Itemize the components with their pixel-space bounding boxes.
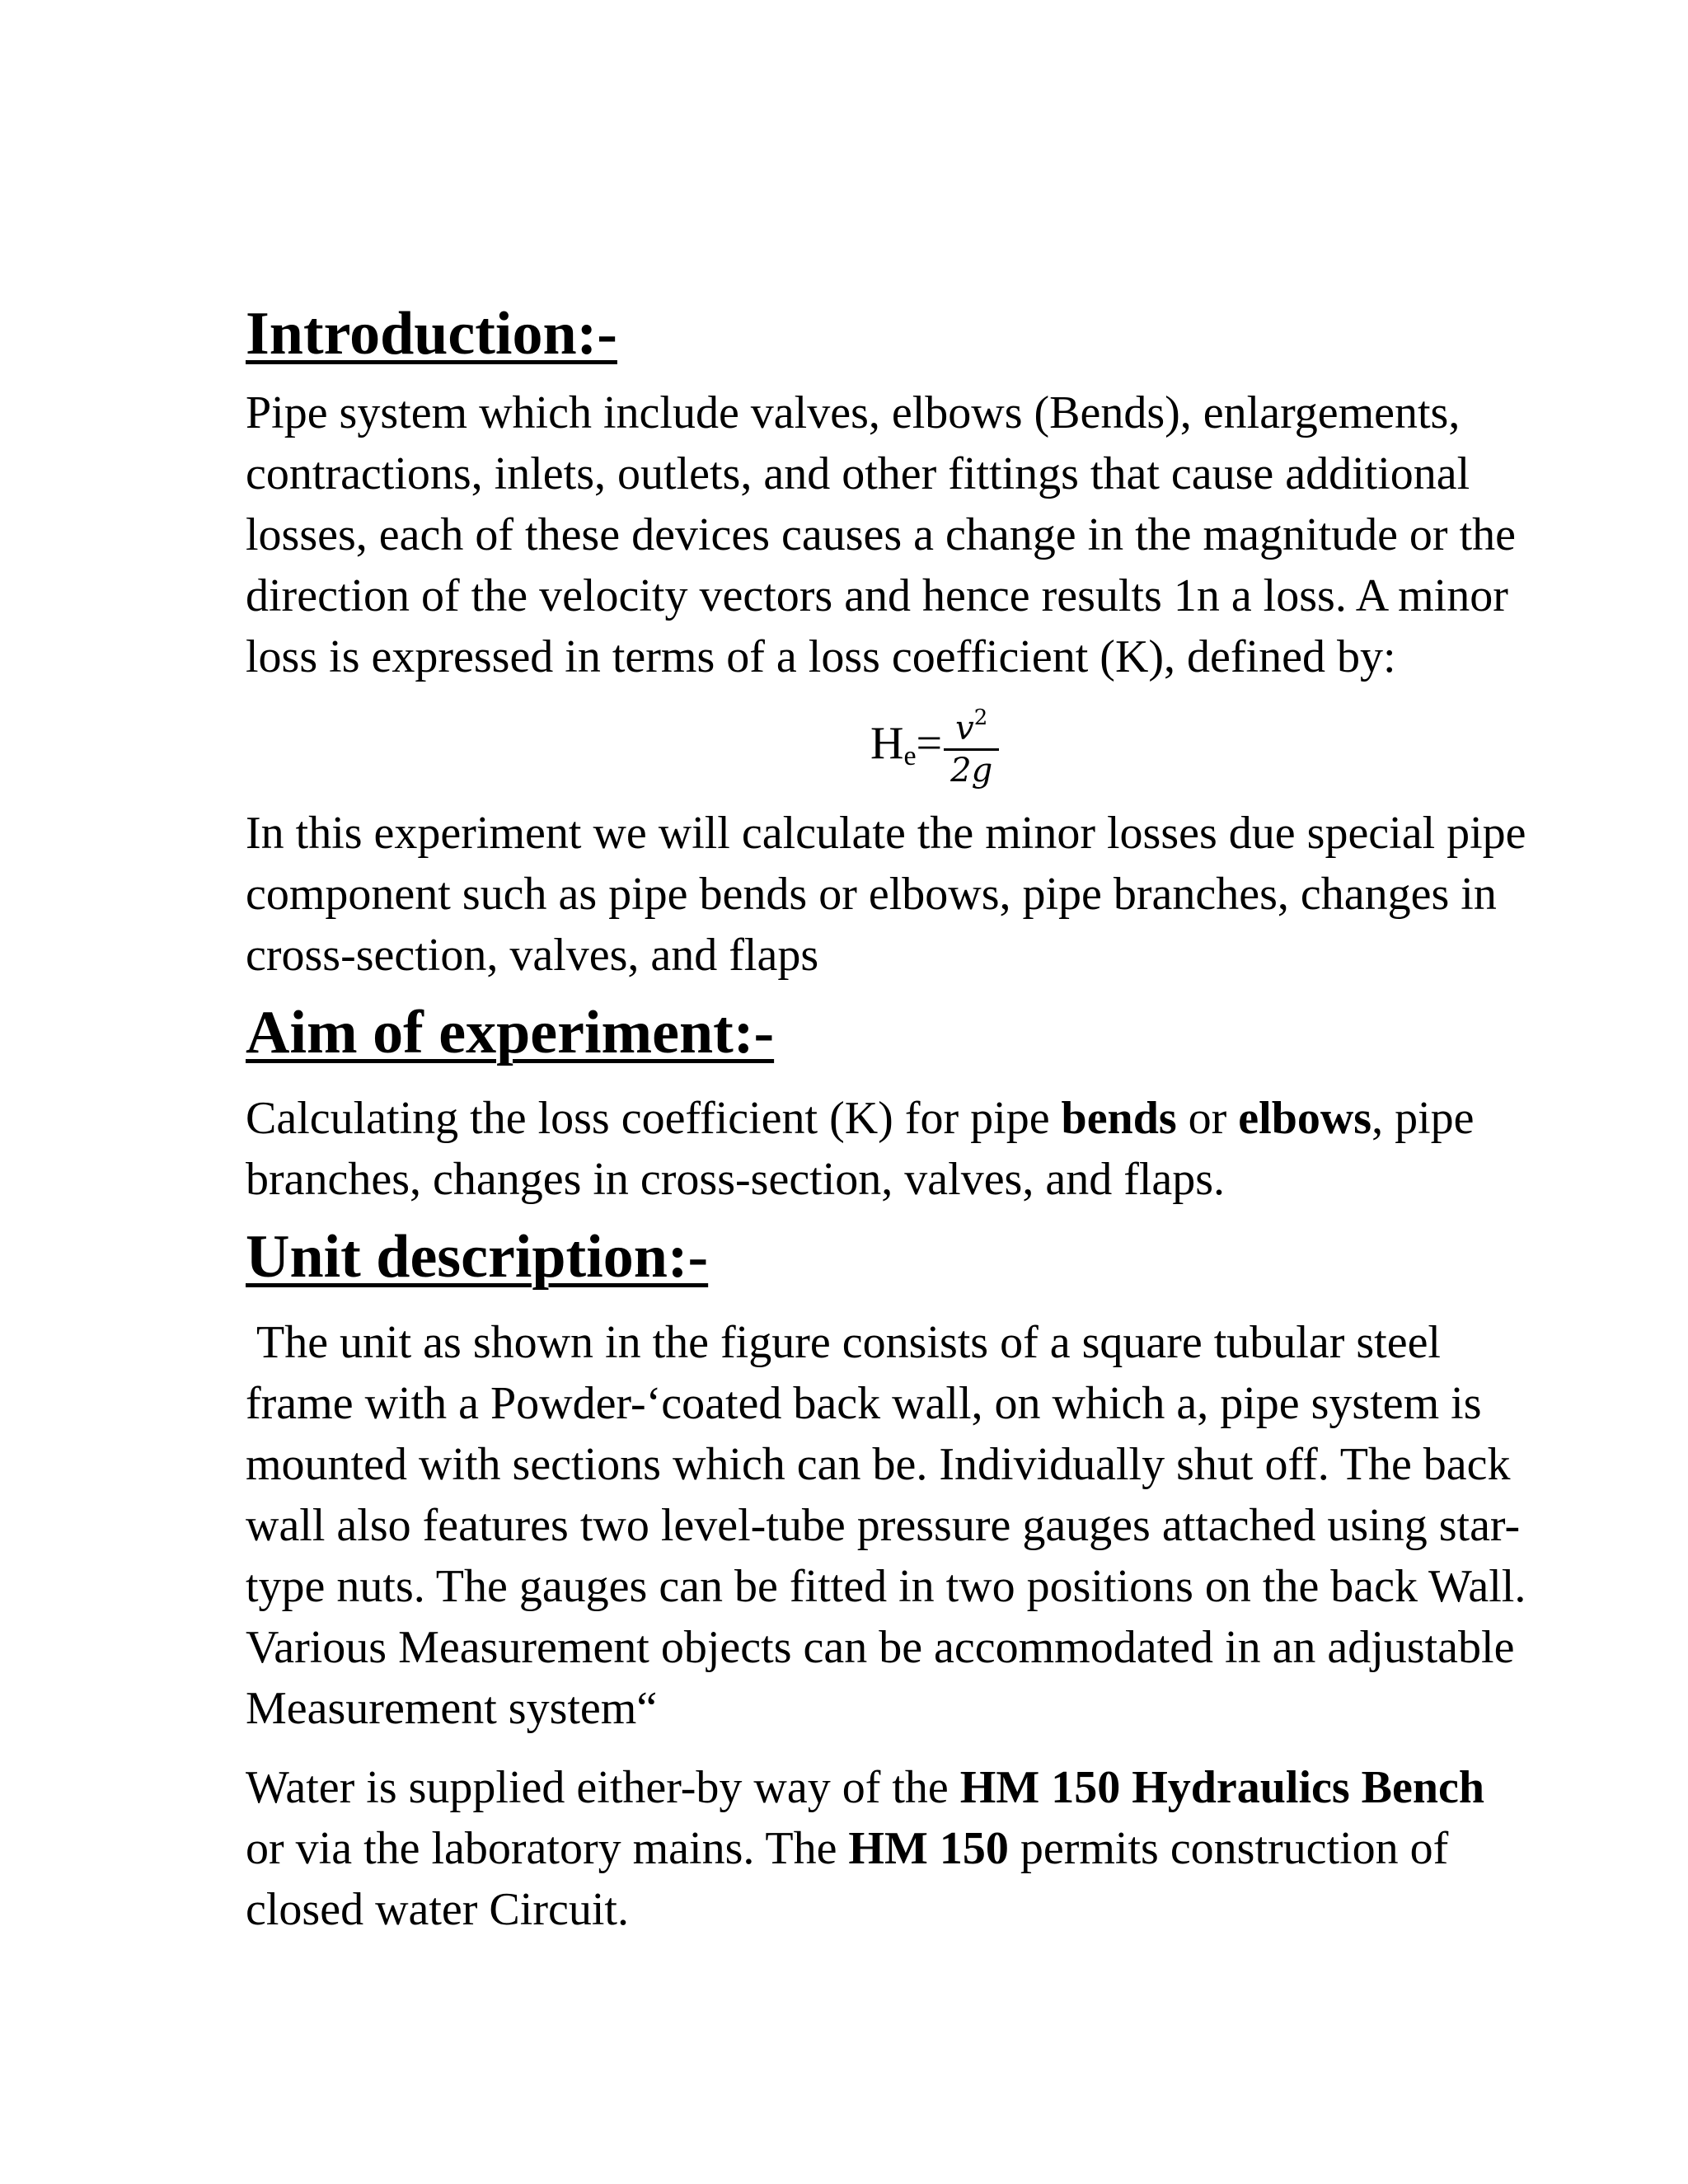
bends-bold: bends	[1061, 1093, 1177, 1144]
exp-line-3: cross-section, valves, and flaps	[246, 930, 819, 981]
aim-paragraph	[246, 1088, 1647, 1210]
hm150-bold: HM 150	[848, 1823, 1009, 1874]
intro-line-5: loss is expressed in terms of a loss coefficient (K), defined by:	[246, 631, 1396, 682]
intro-line-3: losses, each of these devices causes a change in the magnitude or the	[246, 509, 1516, 560]
water-line-2: or via the laboratory mains. The HM 150 permits construction of	[246, 1823, 1449, 1874]
introduction-heading: Introduction:-	[246, 300, 617, 368]
unit-line-2: frame with a Powder-‘coated back wall, on which a, pipe system is	[246, 1378, 1482, 1429]
hydraulics-bench-bold: HM 150 Hydraulics Bench	[959, 1762, 1485, 1813]
unit-line-1: The unit as shown in the figure consists of a square tubular steel	[246, 1317, 1441, 1368]
document-page	[246, 297, 1647, 1940]
water-supply-paragraph	[246, 1757, 1647, 1940]
aim-line-2: branches, changes in cross-section, valves, and flaps.	[246, 1154, 1226, 1205]
exp-line-2: component such as pipe bends or elbows, pipe branches, changes in	[246, 869, 1497, 920]
unit-line-3: mounted with sections which can be. Individually shut off. The back	[246, 1439, 1511, 1490]
intro-line-4: direction of the velocity vectors and hence results 1n a loss. A minor	[246, 570, 1508, 621]
exp-line-1: In this experiment we will calculate the minor losses due special pipe	[246, 808, 1526, 859]
aim-heading: Aim of experiment:-	[246, 999, 775, 1066]
unit-line-7: Measurement system“	[246, 1683, 658, 1734]
unit-description-heading: Unit description:-	[246, 1223, 709, 1291]
formula-numerator: $v^2$	[955, 705, 988, 748]
water-line-3: closed water Circuit.	[246, 1884, 629, 1935]
loss-formula	[246, 691, 1647, 798]
experiment-paragraph	[246, 803, 1647, 986]
formula-lhs: $H_e=$	[870, 717, 943, 771]
elbows-bold: elbows	[1238, 1093, 1372, 1144]
water-line-1: Water is supplied either-by way of the HM 150 Hydraulics Bench	[246, 1762, 1485, 1813]
unit-line-6: Various Measurement objects can be accommodated in an adjustable	[246, 1622, 1515, 1673]
introduction-paragraph	[246, 382, 1647, 687]
unit-paragraph	[246, 1312, 1647, 1739]
aim-line-1: Calculating the loss coefficient (K) for pipe bends or elbows, pipe	[246, 1093, 1475, 1144]
intro-line-2: contractions, inlets, outlets, and other fittings that cause additional	[246, 448, 1470, 499]
intro-line-1: Pipe system which include valves, elbows (Bends), enlargements,	[246, 387, 1461, 438]
unit-line-4: wall also features two level-tube pressure gauges attached using star-	[246, 1500, 1521, 1551]
formula-denominator: 2g	[950, 752, 993, 790]
formula-fraction	[944, 698, 999, 790]
unit-line-5: type nuts. The gauges can be fitted in two positions on the back Wall.	[246, 1561, 1526, 1612]
